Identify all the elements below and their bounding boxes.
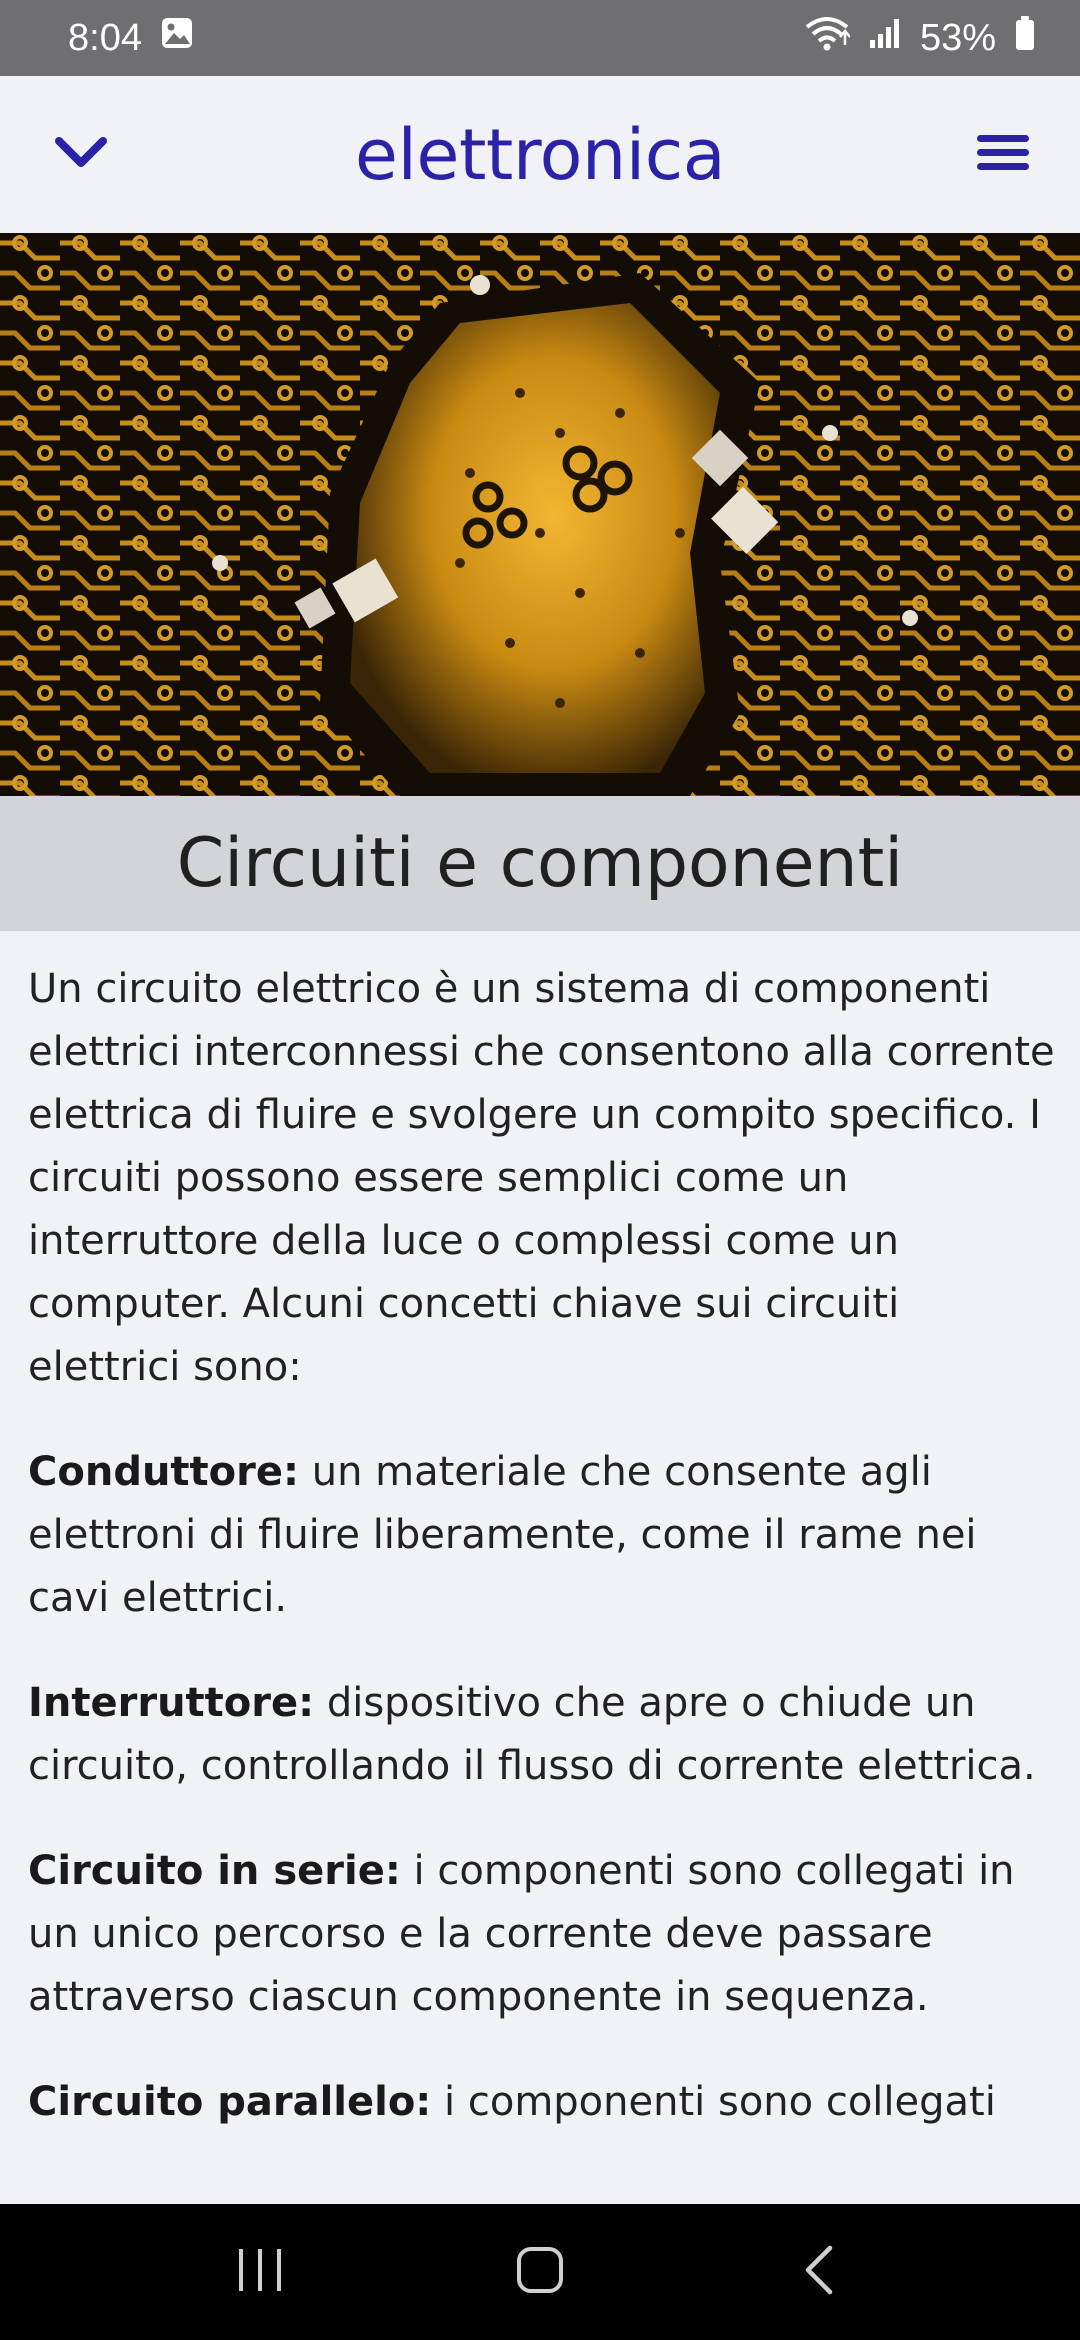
intro-paragraph: Un circuito elettrico è un sistema di componenti elettrici interconnessi che consentono alla corrente elettrica di fluire e svolgere un compito specifico. I circuiti possono essere semplici come un interruttore della luce o complessi come un computer. Alcuni concetti chiave sui circuiti elettrici sono: — [28, 966, 1055, 1390]
collapse-button[interactable] — [36, 110, 126, 200]
definition-term: Circuito parallelo: — [28, 2079, 432, 2125]
definition-text: i componenti sono collegati — [431, 2079, 996, 2125]
recent-apps-button[interactable] — [200, 2222, 320, 2322]
home-icon — [515, 2245, 565, 2299]
app-bar — [0, 76, 1080, 233]
definition-term: Interruttore: — [28, 1680, 315, 1726]
chevron-down-icon — [53, 133, 109, 177]
circuit-board-image — [0, 233, 1080, 796]
system-nav-bar — [0, 2204, 1080, 2340]
definition-item — [28, 1441, 1058, 1630]
definition-text: un materiale che consente agli elettroni di fluire liberamente, come il rame nei cavi elettrici. — [28, 1449, 977, 1621]
article-content — [28, 958, 1058, 2176]
definition-text: dispositivo che apre o chiude un circuito, controllando il flusso di corrente elettrica. — [28, 1680, 1036, 1789]
definition-item — [28, 1840, 1058, 2029]
back-button[interactable] — [760, 2222, 880, 2322]
definition-term: Circuito in serie: — [28, 1848, 401, 1894]
home-button[interactable] — [480, 2222, 600, 2322]
definition-item — [28, 1672, 1058, 1798]
definition-term: Conduttore: — [28, 1449, 299, 1495]
status-time: 8:04 — [68, 16, 142, 59]
image-icon — [160, 16, 194, 60]
section-title: Circuiti e componenti — [176, 824, 904, 903]
definition-text: i componenti sono collegati in un unico percorso e la corrente deve passare attraverso ciascun componente in sequenza. — [28, 1848, 1015, 2020]
status-bar — [0, 0, 1080, 76]
menu-icon — [975, 131, 1031, 179]
battery-icon — [1014, 15, 1036, 61]
section-header — [0, 796, 1080, 931]
wifi-icon — [804, 15, 850, 61]
definition-item — [28, 2071, 1058, 2134]
status-left — [68, 16, 194, 60]
app-title: elettronica — [354, 113, 726, 196]
menu-button[interactable] — [958, 110, 1048, 200]
signal-icon — [868, 16, 902, 60]
battery-level: 53% — [919, 16, 996, 59]
recent-apps-icon — [235, 2247, 285, 2297]
status-right — [804, 15, 1036, 61]
back-icon — [800, 2244, 840, 2300]
